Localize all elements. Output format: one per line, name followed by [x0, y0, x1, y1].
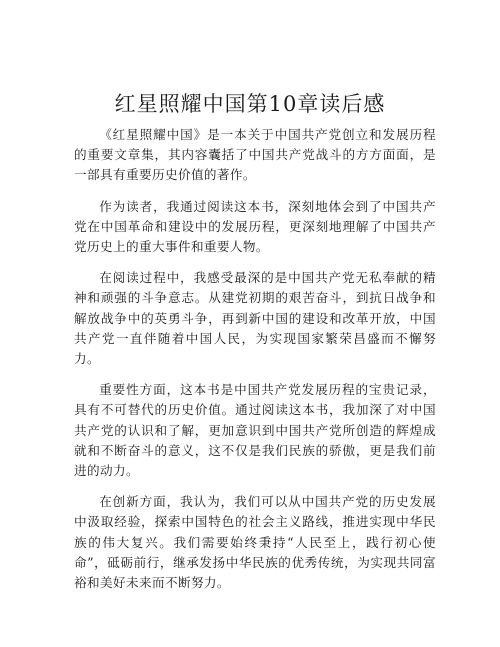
paragraph-1: 《红星照耀中国》是一本关于中国共产党创立和发展历程的重要文章集，其内容囊括了中国共产党战斗的方方面面，是一部具有重要历史价值的著作。	[74, 127, 436, 183]
paragraph-5: 在创新方面，我认为，我们可以从中国共产党的历史发展中汲取经验，探索中国特色的社会主义路线，推进实现中华民族的伟大复兴。我们需要始终秉持“人民至上，践行初心使命”，砥砺前行，继承发扬中华民族的优秀传统，为实现共同富裕和美好未来而不断努力。	[74, 494, 436, 591]
paragraph-2: 作为读者，我通过阅读这本书，深刻地体会到了中国共产党在中国革命和建设中的发展历程，更深刻地理解了中国共产党历史上的重大事件和重要人物。	[74, 198, 436, 255]
paragraph-3: 在阅读过程中，我感受最深的是中国共产党无私奉献的精神和顽强的斗争意志。从建党初期的艰苦奋斗，到抗日战争和解放战争中的英勇斗争，再到新中国的建设和改革开放，中国共产党一直伴随着中国人民，为实现国家繁荣昌盛而不懈努力。	[74, 270, 436, 367]
document-title: 红星照耀中国第10章读后感	[114, 92, 386, 116]
document-body	[74, 125, 436, 604]
paragraph-4: 重要性方面，这本书是中国共产党发展历程的宝贵记录，具有不可替代的历史价值。通过阅读这本书，我加深了对中国共产党的认识和了解，更加意识到中国共产党所创造的辉煌成就和不断奋斗的意义，这不仅是我们民族的骄傲，更是我们前进的动力。	[74, 382, 436, 479]
